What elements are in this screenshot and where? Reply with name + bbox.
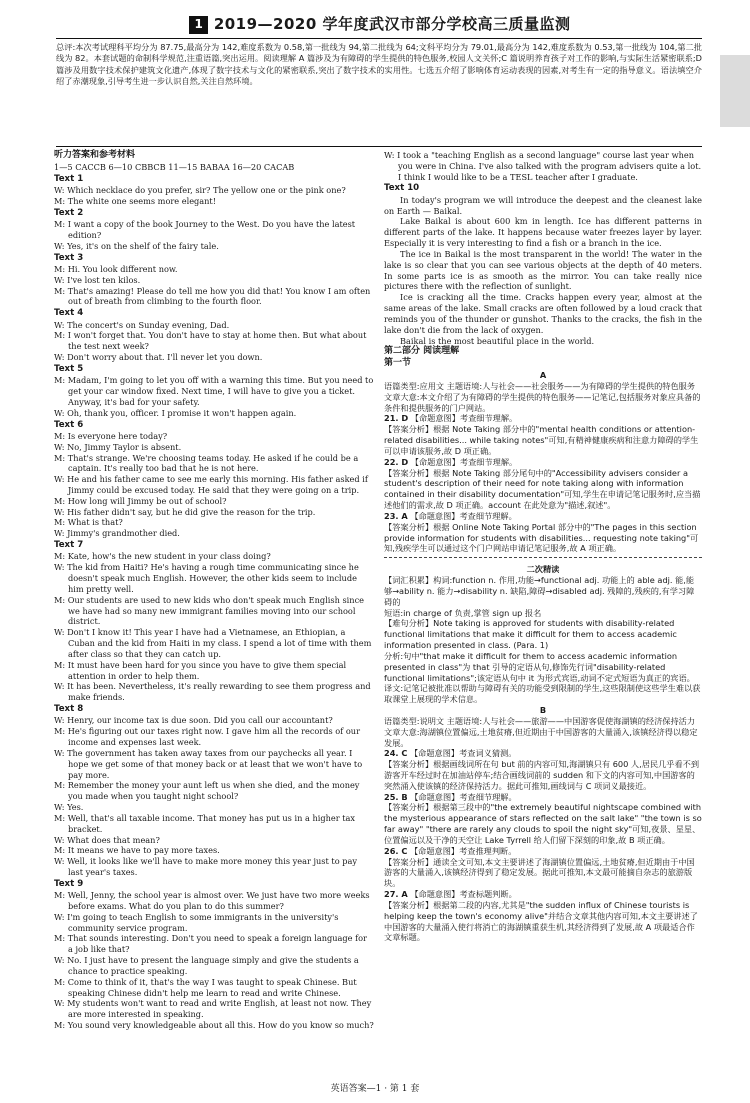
page-footer: 英语答案—1 · 第 1 套 <box>330 1084 420 1094</box>
dialogue-line: M: Hi. You look different now. <box>54 263 178 274</box>
text9-final-line: W: I took a "teaching English as a second language" course last year when you were in China. I've also talked with the program advisers quite a lot. I think I would like to be a TESL teacher after I graduate. <box>384 150 702 182</box>
dialogue-line: M: That sounds interesting. Don't you need to speak a foreign language for a job like that? <box>54 933 367 955</box>
listening-answers: 1—5 CACCB 6—10 CBBCB 11—15 BABAA 16—20 CACAB <box>54 161 295 172</box>
text-heading: Text 6 <box>54 419 84 430</box>
dialogue-line: W: Jimmy's grandmother died. <box>54 528 180 539</box>
dialogue-line: W: The concert's on Sunday evening, Dad. <box>54 319 230 330</box>
dialogue-line: M: Our students are used to new kids who don't speak much English since we have had so many new immigrant families moving into our school district. <box>54 594 365 627</box>
dialogue-line: W: Well, it looks like we'll have to make more money this year just to pay last year's taxes. <box>54 856 357 877</box>
page-header <box>40 12 720 38</box>
dialogue-line: W: The kid from Haiti? He's having a rough time communicating since he doesn't speak much English. However, the other kids seem to include him pretty well. <box>54 562 359 594</box>
section1-title: 第一节 <box>384 358 412 369</box>
dialogue-line: M: That's strange. We're choosing teams today. He asked if he could be a captain. It's really too bad that he is not here. <box>54 452 359 474</box>
question-item <box>384 511 702 522</box>
dialogue-line: M: It must have been hard for you since you have to give them special attention in order to help them. <box>54 659 347 681</box>
dialogue-line: W: Which necklace do you prefer, sir? The yellow one or the pink one? <box>54 185 346 196</box>
dialogue-line: W: My students won't want to read and write English, at least not now. They are more interested in speaking. <box>54 998 372 1020</box>
dialogue-line: M: I won't forget that. You don't have to stay at home then. But what about the test next week? <box>54 330 367 352</box>
text-heading: Text 5 <box>54 363 84 374</box>
question-item <box>384 748 702 759</box>
text10-para: Lake Baikal is about 600 km in length. Ice has different patterns in different parts of the lake. It happens because water freezes layer by layer. Especially it is very interesting to find a fish or a branch in the ice. <box>384 216 702 249</box>
text10-para: The ice in Baikal is the most transparent in the world! The water in the lake is so clear that you can see various objects at the depth of 40 meters. In some parts ice is as smooth as the mirror. You can take really nice pictures there with the reflection of sunlight. <box>384 248 702 292</box>
left-column <box>54 150 374 1031</box>
answer-analysis: 【答案分析】根据第二段的内容,尤其是"the sudden influx of Chinese tourists is helping keep the town's economy alive"并结合文章其他内容可知,本文主要讲述了中国游客的大量涌入使行将消亡的海湖镇重获生机,其经济得到了发展,故 A 项最适合作文章标题。 <box>384 899 698 943</box>
dialogue-line: W: Don't I know it! This year I have had a Vietnamese, an Ethiopian, a Cuban and the kid from Haiti in my class. I spend a lot of time with them after class so that they can catch up. <box>54 627 372 659</box>
dialogue-line: M: Kate, how's the new student in your class doing? <box>54 551 271 562</box>
dialogue-line: M: I want a copy of the book Journey to the West. Do you have the latest edition? <box>54 219 356 240</box>
listening-texts <box>54 174 374 1031</box>
text-heading: Text 3 <box>54 252 84 263</box>
passage-b-type: 语篇类型:说明文 主题语境:人与社会——旅游——中国游客促使海湖镇的经济保持活力 <box>384 715 696 726</box>
passage-b-letter: B <box>539 705 547 716</box>
question-item <box>384 413 702 424</box>
dialogue-line: W: I'm going to teach English to some immigrants in the university's community service program. <box>54 911 339 933</box>
dialogue-line: M: He's figuring out our taxes right now. I gave him all the records of our income and expenses last week. <box>54 726 360 748</box>
phrase-note: 短语:in charge of 负责,掌管 sign up 报名 <box>384 607 542 618</box>
text-heading: Text 8 <box>54 704 84 715</box>
question-intent: 【命题意图】考查标题判断。 <box>410 889 517 900</box>
dialogue-line: W: No, Jimmy Taylor is absent. <box>54 441 182 452</box>
dialogue-line: M: It means we have to pay more taxes. <box>54 845 220 856</box>
summary-paragraph: 总评:本次考试理科平均分为 87.75,最高分为 142,难度系数为 0.58,第一批线为 94,第二批线为 64;文科平均分为 79.01,最高分为 142,难度系数为 0.53,第一批线为 104,第二批线为 82。本套试题的命制科学规范,注重语篇,突出运用。阅读理解 A 篇涉及为有障碍的学生提供的特色服务,校园人文关怀;C 篇说明养育孩子对工作的影响,与实际生活紧密联系;D 篇涉及用数字技术保护建筑文化遗产,体现了数字技术与文化的紧密联系,突出了数字技术的实用性。七选五介绍了影响体育运动表现的因素,对考生有一定的指导意义。语法填空介绍了赤潮现象,引导考生进一步认识自然,关注自然环境。 <box>56 42 702 86</box>
dialogue-line: W: Yes, it's on the shelf of the fairy tale. <box>54 240 219 251</box>
dialogue-line: M: Well, that's all taxable income. That money has put us in a higher tax bracket. <box>54 812 356 834</box>
text-heading: Text 4 <box>54 308 84 319</box>
dialogue-line: M: What is that? <box>54 517 123 528</box>
part2-title: 第二部分 阅读理解 <box>384 346 460 357</box>
passage-a-gist: 文章大意:本文介绍了为有障碍的学生提供的特色服务——记笔记,包括服务对象应具备的条件和提供服务的门户网站。 <box>384 391 701 413</box>
dialogue-line: W: Don't worry about that. I'll never let you down. <box>54 352 263 363</box>
dialogue-line: W: He and his father came to see me early this morning. His father asked if Jimmy could be excused today. He said that they were going on a trip. <box>54 474 368 495</box>
text10-para: Ice is cracking all the time. Cracks happen every year, almost at the same areas of the lake. Small cracks are often followed by a loud crack that reminds you of the thunder or gunshot. Thanks to the cracks, the fish in the lake don't die from the lack of oxygen. <box>384 292 702 335</box>
dialogue-line: W: Henry, our income tax is due soon. Did you call our accountant? <box>54 715 333 726</box>
question-item <box>384 792 702 803</box>
dialogue-line: W: The government has taken away taxes from our paychecks all year. I hope we get some of that money back or at least that we won't have to pay more. <box>54 747 363 780</box>
passage-a-items <box>384 413 702 554</box>
passage-b-gist: 文章大意:海湖镇位置偏远,土地贫瘠,但近期由于中国游客的大量涌入,该镇经济得以稳定发展。 <box>384 726 698 748</box>
second-reading-title: 二次精读 <box>526 564 560 575</box>
passage-a-letter: A <box>539 370 547 381</box>
passage-a-type: 语篇类型:应用文 主题语境:人与社会——社会服务——为有障碍的学生提供的特色服务 <box>384 381 696 391</box>
answer-analysis: 【答案分析】通读全文可知,本文主要讲述了海湖镇位置偏远,土地贫瘠,但近期由于中国游客的大量涌入,该镇经济得到了稳定发展。据此可推知,本文最可能摘自杂志的旅游版块。 <box>384 856 695 889</box>
question-intent: 【命题意图】考查细节理解。 <box>410 510 517 521</box>
text-heading: Text 1 <box>54 173 84 184</box>
difficult-sentence: 【难句分析】Note taking is approved for students with disability-related functional limitations that make it difficult for them to access academic information presented in class. (Para. 1) <box>384 618 677 651</box>
dialogue-line: W: Yes. <box>54 802 84 813</box>
test-badge: 1 <box>189 16 207 34</box>
text10-heading: Text 10 <box>384 183 420 194</box>
question-answer: 22. D <box>384 456 409 467</box>
dialogue-line: M: That's amazing! Please do tell me how you did that! You know I am often out of breath from climbing to the fourth floor. <box>54 285 371 307</box>
listening-title: 听力答案和参考材料 <box>54 150 136 160</box>
question-intent: 【命题意图】考查细节理解。 <box>410 791 517 802</box>
dialogue-line: W: What does that mean? <box>54 834 160 845</box>
question-answer: 27. A <box>384 889 408 900</box>
dialogue-line: W: It has been. Nevertheless, it's really rewarding to see them progress and make friends. <box>54 681 371 703</box>
difficult-translation: 译文:记笔记被批准以帮助与障碍有关的功能受到限制的学生,这些限制使这些学生难以获取课堂上展现的学术信息。 <box>384 683 701 705</box>
text10-para: Baikal is the most beautiful place in the world. <box>400 335 595 346</box>
answer-analysis: 【答案分析】根据 Online Note Taking Portal 部分中的"The pages in this section provide information for students with disabilities... requesting note taking"可知,残疾学生可以通过这个门户网站申请记笔记服务,故 A 项正确。 <box>384 521 699 554</box>
question-answer: 21. D <box>384 413 409 424</box>
dialogue-line: M: Well, Jenny, the school year is almost over. We just have two more weeks before exams. What do you plan to do this summer? <box>54 890 370 911</box>
text-heading: Text 2 <box>54 207 84 218</box>
vocab-note: 【词汇积累】构词:function n. 作用,功能→functional adj. 功能上的 able adj. 能,能够→ability n. 能力→disability n. 缺陷,障碍→disabled adj. 残障的,残疾的,有学习障碍的 <box>384 575 695 607</box>
dialogue-line: M: The white one seems more elegant! <box>54 195 217 206</box>
right-column <box>384 150 702 943</box>
question-item <box>384 457 702 468</box>
question-item <box>384 846 702 857</box>
answer-analysis: 【答案分析】根据 Note Taking 部分尾句中的"Accessibility advisers consider a student's description of their need for note taking along with information contained in their disability documentation"可知,学生在申请记笔记服务时,应当描述他们的需求,故 D 项正确。account 在此处意为"描述,叙述"。 <box>384 467 701 511</box>
question-intent: 【命题意图】考查推理判断。 <box>409 845 517 856</box>
difficult-analysis: 分析:句中"that make it difficult for them to access academic information presented in class"为 that 引导的定语从句,修饰先行词"disability-related functional limitations";该定语从句中 it 为形式宾语,动词不定式短语为真正的宾语。 <box>384 650 695 683</box>
question-intent: 【命题意图】考查细节理解。 <box>410 413 518 424</box>
page-title: 2019—2020 学年度武汉市部分学校高三质量监测 <box>213 15 571 34</box>
header-rule <box>56 38 702 39</box>
dialogue-line: M: You sound very knowledgeable about all this. How do you know so much? <box>54 1020 374 1031</box>
dialogue-line: M: Is everyone here today? <box>54 430 168 441</box>
dialogue-line: M: Remember the money your aunt left us when she died, and the money you made when you taught night school? <box>54 780 360 802</box>
second-reading-box <box>384 557 702 705</box>
text-heading: Text 7 <box>54 540 84 551</box>
side-tab <box>720 55 750 127</box>
dialogue-line: W: No. I just have to present the language simply and give the students a chance to practice speaking. <box>54 955 359 976</box>
question-intent: 【命题意图】考查词义猜测。 <box>409 748 517 759</box>
dialogue-line: W: His father didn't say, but he did give the reason for the trip. <box>54 506 316 517</box>
question-answer: 25. B <box>384 791 408 802</box>
answer-analysis: 【答案分析】根据 Note Taking 部分中的"mental health conditions or attention-related disabilities... while taking notes"可知,有精神健康疾病和注意力障碍的学生可以申请该服务,故 D 项正确。 <box>384 424 699 456</box>
text-heading: Text 9 <box>54 878 84 889</box>
passage-b-items <box>384 748 702 943</box>
question-intent: 【命题意图】考查细节理解。 <box>410 456 518 467</box>
question-item <box>384 889 702 900</box>
dialogue-line: M: Come to think of it, that's the way I was taught to speak Chinese. But speaking Chinese didn't help me learn to read and write Chinese. <box>54 976 357 998</box>
answer-analysis: 【答案分析】根据画线词所在句 but 前的内容可知,海湖镇只有 600 人,居民几乎看不到游客开车经过时在加油站停车;结合画线词前的 sudden 和下文的内容可知,中国游客的突然涌入使该镇的经济保持活力。据此可推知,画线词与 C 项词义最接近。 <box>384 759 700 791</box>
dialogue-line: M: Madam, I'm going to let you off with a warning this time. But you need to get your car window fixed. Next time, I will have to give you a ticket. Anyway, it's bad for your safety. <box>54 375 374 407</box>
question-answer: 23. A <box>384 510 408 521</box>
dialogue-line: M: How long will Jimmy be out of school? <box>54 495 227 506</box>
text10-para: In today's program we will introduce the deepest and the cleanest lake on Earth — Baikal. <box>384 194 702 216</box>
dialogue-line: W: I've lost ten kilos. <box>54 274 141 285</box>
question-answer: 26. C <box>384 845 408 856</box>
question-answer: 24. C <box>384 748 408 759</box>
dialogue-line: W: Oh, thank you, officer. I promise it won't happen again. <box>54 407 297 418</box>
answer-analysis: 【答案分析】根据第三段中的"the extremely beautiful nightscape combined with the mysterious appearance of stars reflected on the salt lake" "the town is so far away" "there are rarely any clouds to spoil the night sky"可知,夜景、星星、位置偏远以及干净的天空让 Lake Tyrrell 给人们留下深刻的印象,故 B 项正确。 <box>384 802 702 845</box>
summary-rule <box>56 146 702 147</box>
